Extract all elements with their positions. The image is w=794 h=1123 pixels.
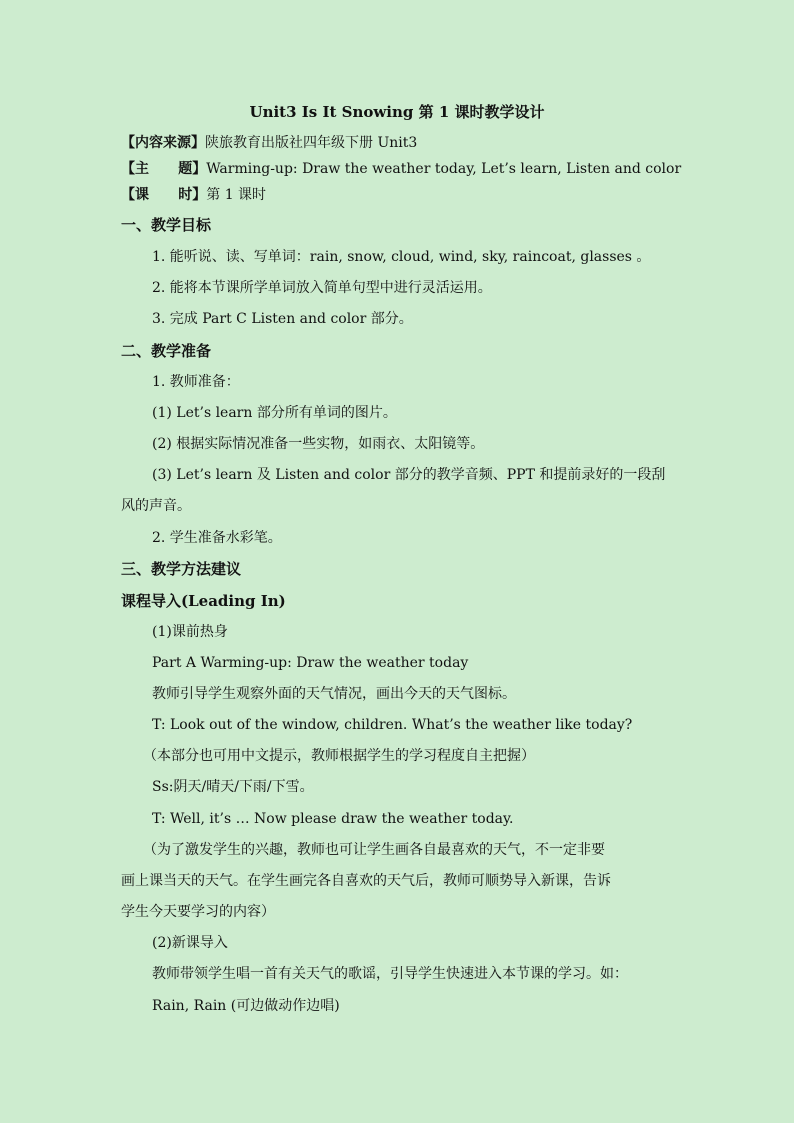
- topic-label: 【主 题】: [121, 161, 207, 177]
- period-label: 【课 时】: [121, 187, 207, 203]
- period-line: [121, 185, 266, 205]
- preparation-item: (1) Let’s learn 部分所有单词的图片。: [152, 405, 397, 421]
- method-line: （为了激发学生的兴趣，教师也可让学生画各自最喜欢的天气，不一定非要: [143, 842, 605, 858]
- preparation-item: 2. 学生准备水彩笔。: [152, 530, 282, 546]
- topic-value: Warming-up: Draw the weather today, Let’s learn, Listen and color: [206, 161, 682, 177]
- objective-item: 3. 完成 Part C Listen and color 部分。: [152, 311, 413, 327]
- topic-line: [121, 159, 681, 179]
- section-heading-objectives: 一、教学目标: [121, 216, 212, 234]
- preparation-item: (3) Let’s learn 及 Listen and color 部分的教学音频、PPT 和提前录好的一段刮: [152, 467, 666, 483]
- period-value: 第 1 课时: [206, 187, 267, 203]
- subheading-leading-in: 课程导入(Leading In): [121, 592, 286, 610]
- source-line: [121, 133, 417, 153]
- method-line: (1)课前热身: [152, 624, 228, 640]
- method-line: Rain, Rain (可边做动作边唱): [152, 998, 340, 1014]
- source-value: 陕旅教育出版社四年级下册 Unit3: [205, 135, 418, 151]
- document-title: Unit3 Is It Snowing 第 1 课时教学设计: [249, 103, 545, 121]
- preparation-item: (2) 根据实际情况准备一些实物，如雨衣、太阳镜等。: [152, 436, 485, 452]
- method-line: (2)新课导入: [152, 935, 228, 951]
- method-line: T: Well, it’s … Now please draw the weather today.: [152, 811, 514, 827]
- method-line: （本部分也可用中文提示，教师根据学生的学习程度自主把握）: [143, 748, 535, 764]
- objective-item: 1. 能听说、读、写单词：rain, snow, cloud, wind, sky, raincoat, glasses 。: [152, 249, 651, 265]
- method-line-continued: 画上课当天的天气。在学生画完各自喜欢的天气后，教师可顺势导入新课，告诉: [121, 873, 611, 889]
- method-line: 教师带领学生唱一首有关天气的歌谣，引导学生快速进入本节课的学习。如：: [152, 966, 628, 982]
- section-heading-methods: 三、教学方法建议: [121, 560, 242, 578]
- source-label: 【内容来源】: [121, 135, 205, 151]
- preparation-item-continued: 风的声音。: [121, 498, 191, 514]
- objective-item: 2. 能将本节课所学单词放入简单句型中进行灵活运用。: [152, 280, 492, 296]
- section-heading-preparation: 二、教学准备: [121, 342, 212, 360]
- method-line: Part A Warming-up: Draw the weather today: [152, 655, 469, 671]
- preparation-item: 1. 教师准备：: [152, 374, 240, 390]
- method-line: T: Look out of the window, children. What’s the weather like today?: [152, 717, 633, 733]
- method-line: 教师引导学生观察外面的天气情况，画出今天的天气图标。: [152, 686, 516, 702]
- method-line: Ss:阴天/晴天/下雨/下雪。: [152, 779, 314, 795]
- method-line-continued: 学生今天要学习的内容）: [121, 904, 275, 920]
